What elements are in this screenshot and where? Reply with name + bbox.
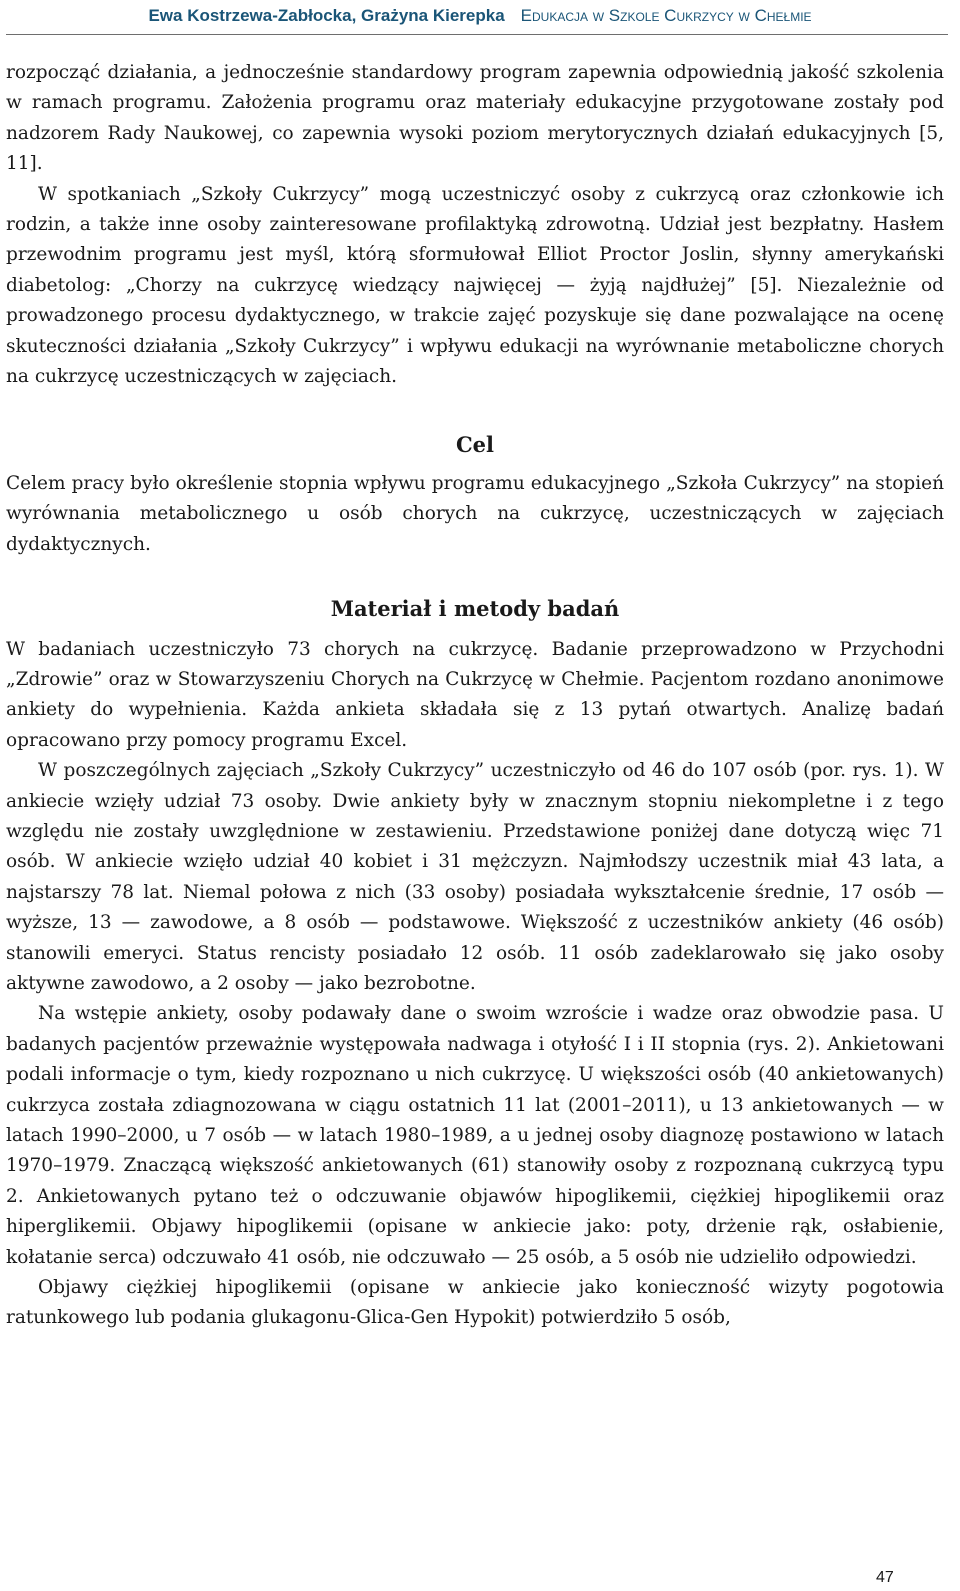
- methods-paragraph-2: W poszczególnych zajęciach „Szkoły Cukrzycy” uczestniczyło od 46 do 107 osób (por. rys. 1). W ankiecie wzięły udział 73 osoby. Dwie ankiety były w znacznym stopniu niekompletne i z tego względu nie zostały uwzględnione w zestawieniu. Przedstawione poniżej dane dotyczą więc 71 osób. W ankiecie wzięło udział 40 kobiet i 31 mężczyzn. Najmłodszy uczestnik miał 43 lata, a najstarszy 78 lat. Niemal połowa z nich (33 osoby) posiadała wykształcenie średnie, 17 osób — wyższe, 13 — zawodowe, a 8 osób — podstawowe. Większość z uczestników ankiety (46 osób) stanowili emeryci. Status rencisty posiadało 12 osób. 11 osób zadeklarowało się jako osoby aktywne zawodowo, a 2 osoby — jako bezrobotne.: [6, 760, 944, 994]
- article-body: [6, 58, 944, 1334]
- methods-paragraph-1: W badaniach uczestniczyło 73 chorych na cukrzycę. Badanie przeprowadzono w Przychodni „Zdrowie” oraz w Stowarzyszeniu Chorych na Cukrzycę w Chełmie. Pacjentom rozdano anonimowe ankiety do wypełnienia. Każda ankieta składała się z 13 pytań otwartych. Analizę badań opracowano przy pomocy programu Excel.: [6, 638, 944, 751]
- methods-paragraph-3: Na wstępie ankiety, osoby podawały dane o swoim wzroście i wadze oraz obwodzie pasa. U badanych pacjentów przeważnie występowała nadwaga i otyłość I i II stopnia (rys. 2). Ankietowani podali informacje o tym, kiedy rozpoznano u nich cukrzycę. U większości osób (40 ankietowanych) cukrzyca została zdiagnozowana w ciągu ostatnich 11 lat (2001–2011), u 13 ankietowanych — w latach 1990–2000, u 7 osób — w latach 1980–1989, a u jednej osoby diagnozę postawiono w latach 1970–1979. Znaczącą większość ankietowanych (61) stanowiły osoby z rozpoznaną cukrzycą typu 2. Ankietowanych pytano też o odczuwanie objawów hipoglikemii, ciężkiej hipoglikemii oraz hiperglikemii. Objawy hipoglikemii (opisane w ankiecie jako: poty, drżenie rąk, osłabienie, kołatanie serca) odczuwało 41 osób, nie odczuwało — 25 osób, a 5 osób nie udzieliło odpowiedzi.: [6, 1003, 944, 1268]
- page-number: 47: [876, 1569, 894, 1586]
- section-heading-cel: Cel: [455, 432, 495, 458]
- intro-paragraph-1: rozpocząć działania, a jednocześnie standardowy program zapewnia odpowiednią jakość szkolenia w ramach programu. Założenia programu oraz materiały edukacyjne przygotowane zostały pod nadzorem Rady Naukowej, co zapewnia wysoki poziom merytorycznych działań edukacyjnych [5, 11].: [6, 62, 944, 175]
- header-rule: [6, 34, 948, 35]
- header-journal-title: Edukacja w Szkole Cukrzycy w Chełmie: [520, 5, 812, 25]
- header-authors: Ewa Kostrzewa-Zabłocka, Grażyna Kierepka: [148, 5, 505, 25]
- intro-paragraph-2: W spotkaniach „Szkoły Cukrzycy” mogą uczestniczyć osoby z cukrzycą oraz członkowie ich rodzin, a także inne osoby zainteresowane profilaktyką zdrowotną. Udział jest bezpłatny. Hasłem przewodnim programu jest myśl, którą sformułował Elliot Proctor Joslin, słynny amerykański diabetolog: „Chorzy na cukrzycę wiedzący najwięcej — żyją najdłużej” [5]. Niezależnie od prowadzonego procesu dydaktycznego, w trakcie zajęć pozyskuje się dane pozwalające na ocenę skuteczności działania „Szkoły Cukrzycy” i wpływu edukacji na wyrównanie metaboliczne chorych na cukrzycę uczestniczących w zajęciach.: [6, 183, 944, 388]
- cel-paragraph: Celem pracy było określenie stopnia wpływu programu edukacyjnego „Szkoła Cukrzycy” na stopień wyrównania metabolicznego u osób chorych na cukrzycę, uczestniczących w zajęciach dydaktycznych.: [6, 472, 944, 555]
- methods-paragraph-4: Objawy ciężkiej hipoglikemii (opisane w ankiecie jako konieczność wizyty pogotowia ratunkowego lub podania glukagonu-Glica-Gen Hypokit) potwierdziło 5 osób,: [6, 1277, 944, 1329]
- section-heading-methods: Materiał i metody badań: [330, 596, 620, 622]
- running-header: [0, 0, 960, 31]
